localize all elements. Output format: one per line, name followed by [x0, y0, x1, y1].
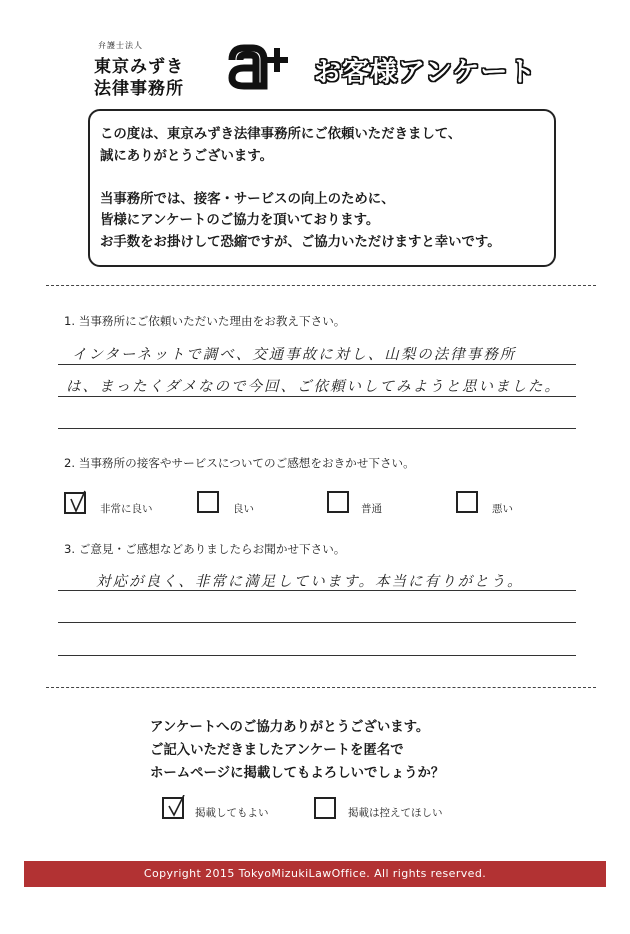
q2-label-bad: 悪い	[492, 503, 513, 515]
consent-checkbox-decline[interactable]	[314, 797, 336, 819]
q2-checkbox-bad[interactable]	[456, 491, 478, 513]
closing-line1: アンケートへのご協力ありがとうございます。	[150, 720, 430, 735]
q1-answer-rule3	[58, 428, 576, 429]
q2-question: 2. 当事務所の接客やサービスについてのご感想をおきかせ下さい。	[64, 456, 415, 470]
check-mark-icon	[68, 490, 88, 516]
logo-a-plus-icon	[226, 38, 292, 90]
q2-checkbox-good[interactable]	[197, 491, 219, 513]
intro-line3: 当事務所では、接客・サービスの向上のために、	[100, 192, 395, 207]
q1-answer-line1[interactable]: インターネットで調べ、交通事故に対し、山梨の法律事務所	[72, 347, 517, 363]
footer-copyright: Copyright 2015 TokyoMizukiLawOffice. All rights reserved.	[24, 861, 606, 887]
q3-answer-rule1	[58, 590, 576, 591]
closing-line3: ホームページに掲載してもよろしいでしょうか？	[150, 766, 445, 781]
q3-question: 3. ご意見・ご感想などありましたらお聞かせ下さい。	[64, 542, 346, 556]
q3-answer-rule3	[58, 655, 576, 656]
page-title: お客様アンケート	[314, 57, 537, 88]
consent-label-allow: 掲載してもよい	[195, 807, 269, 819]
firm-name-line1: 東京みずき	[94, 57, 184, 77]
section-divider	[46, 285, 596, 286]
intro-line1: この度は、東京みずき法律事務所にご依頼いただきまして、	[100, 127, 462, 142]
q2-label-very-good: 非常に良い	[100, 503, 153, 515]
firm-type-label: 弁護士法人	[98, 41, 143, 50]
firm-name-line2: 法律事務所	[94, 79, 184, 99]
q2-label-good: 良い	[233, 503, 254, 515]
q3-answer-rule2	[58, 622, 576, 623]
closing-line2: ご記入いただきましたアンケートを匿名で	[150, 743, 404, 758]
intro-line2: 誠にありがとうございます。	[100, 149, 274, 164]
q2-checkbox-very-good[interactable]	[64, 492, 86, 514]
q2-checkbox-average[interactable]	[327, 491, 349, 513]
q1-question: 1. 当事務所にご依頼いただいた理由をお教え下さい。	[64, 314, 346, 328]
q1-answer-rule1	[58, 364, 576, 365]
q3-answer-line1[interactable]: 対応が良く、非常に満足しています。本当に有りがとう。	[96, 574, 524, 590]
q1-answer-rule2	[58, 396, 576, 397]
firm-logo	[226, 38, 292, 90]
consent-label-decline: 掲載は控えてほしい	[348, 807, 443, 819]
intro-line5: お手数をお掛けして恐縮ですが、ご協力いただけますと幸いです。	[100, 235, 501, 250]
section-divider-2	[46, 687, 596, 688]
q1-answer-line2[interactable]: は、まったくダメなので今回、ご依頼いしてみようと思いました。	[66, 379, 561, 395]
q2-label-average: 普通	[361, 503, 382, 515]
consent-checkbox-allow[interactable]	[162, 797, 184, 819]
intro-line4: 皆様にアンケートのご協力を頂いております。	[100, 213, 380, 228]
check-mark-icon	[166, 795, 186, 821]
